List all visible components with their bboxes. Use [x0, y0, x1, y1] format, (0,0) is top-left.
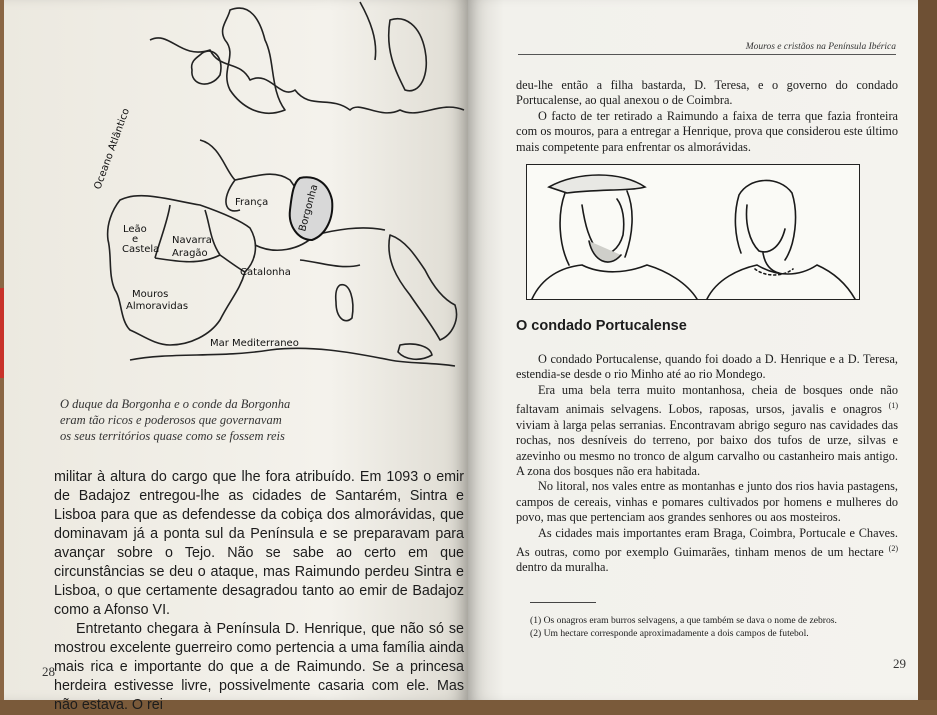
map-ireland [192, 51, 221, 84]
text-run: Era uma bela terra muito montanhosa, cheia de bosques onde não faltavam animais selvagens. Lobos, raposas, ursos, javalis e onagros [516, 382, 898, 417]
map-label-franca: França [235, 197, 269, 208]
henrique-hat [549, 175, 645, 193]
right-page [468, 0, 918, 700]
map-sardinia [336, 285, 353, 321]
teresa-hair [735, 180, 795, 260]
map-scandinavia [360, 2, 426, 91]
map-label-leao-1: Leão [123, 224, 147, 235]
map-italy [389, 235, 457, 340]
paragraph: deu-lhe então a filha bastarda, D. Teresa, e o governo do condado Portucalense, ao qual anexou o de Coimbra. [516, 78, 898, 108]
text-run: dentro da muralha. [516, 560, 609, 575]
teresa-body [707, 265, 855, 299]
henrique-body [532, 265, 697, 299]
iberia-europe-map [60, 0, 470, 392]
map-label-mouros-1: Mouros [132, 289, 169, 300]
map-label-catalonha: Catalonha [240, 267, 291, 278]
map-label-ocean: Oceano Atlântico [92, 106, 133, 192]
paragraph: O facto de ter retirado a Raimundo a faixa de terra que fazia fronteira com os mouros, para a entregar a Henrique, prova que considerou este último mais competente para enfrentar os almorávidas. [516, 108, 898, 154]
map-caption [60, 396, 380, 444]
right-body-text [516, 352, 898, 576]
running-head: Mouros e cristãos na Península Ibérica [518, 42, 896, 55]
paragraph: militar à altura do cargo que lhe fora atribuído. Em 1093 o emir de Badajoz entregou-lhe as cidades de Santarém, Sintra e Lisboa para que as defendesse da cobiça dos almorávidas, que dominavam já a ponta sul da Península e se preparavam para avançar sobre o Tejo. Não se sabe ao certo em que circunstâncias se deu o ataque, mas Raimundo perdeu Sintra e Lisboa, o que certamente desagradou tanto ao emir de Badajoz como a Afonso VI. [54, 469, 464, 618]
map-britain [223, 8, 285, 113]
map-label-mouros-2: Almoravidas [126, 301, 189, 312]
paragraph [516, 383, 898, 480]
map-label-borgonha: Borgonha [297, 183, 321, 233]
map-label-leao-2: e [132, 234, 139, 245]
caption-line: O duque da Borgonha e o conde da Borgonha [60, 397, 291, 411]
left-body-text [54, 468, 464, 715]
map-france-coast [200, 140, 240, 211]
caption-line: eram tão ricos e poderosos que governavam [60, 413, 282, 427]
section-title: O condado Portucalense [516, 318, 687, 334]
text-run: As cidades mais importantes eram Braga, Coimbra, Portucale e Chaves. As outras, como por exemplo Guimarães, tinham menos de um hectare [516, 525, 898, 560]
footnotes [530, 614, 900, 640]
henrique-face [582, 199, 624, 254]
page-number-right: 29 [893, 656, 906, 671]
map-label-navarra-2: Aragão [172, 248, 208, 259]
page-number-left: 28 [42, 664, 55, 679]
portrait-illustration [526, 164, 860, 300]
footnote: (2) Um hectare corresponde aproximadamente a dois campos de futebol. [530, 628, 809, 639]
footnote: (1) Os onagros eram burros selvagens, a que também se dava o nome de zebros. [530, 615, 837, 626]
left-page [4, 0, 468, 713]
right-top-text [516, 78, 898, 155]
teresa-face [747, 205, 786, 252]
footnote-divider [530, 602, 596, 603]
caption-line: os seus territórios quase como se fossem reis [60, 429, 285, 443]
portraits-drawing [527, 165, 859, 299]
footnote-mark: (2) [888, 543, 898, 553]
paragraph: O condado Portucalense, quando foi doado a D. Henrique e a D. Teresa, estendia-se desde o rio Minho até ao rio Mondego. [516, 352, 898, 382]
map-iberia [108, 196, 256, 345]
paragraph [516, 526, 898, 576]
map-label-leao-3: Castela [122, 244, 160, 255]
map-label-navarra-1: Navarra [172, 235, 212, 246]
text-run: viviam à larga pelas serranias. Encontravam abrigo seguro nas cavidades das rochas, nos desníveis do terreno, por baixo dos tufos de urze, silvas e azevinho ou mesmo no tronco de algum carvalho ou castanheiro mais antigo. A zona dos bosques não era habitada. [516, 417, 898, 478]
paragraph: No litoral, nos vales entre as montanhas e junto dos rios havia pastagens, campos de cereais, vinhas e pomares cultivados por homens e mulheres do povo, mas que pertenciam aos grandes senhores ou aos mosteiros. [516, 479, 898, 525]
henrique-beard [589, 241, 621, 262]
paragraph: Entretanto chegara à Península D. Henrique, que não só se mostrou excelente guerreiro como pertencia a uma família ainda mais rica e importante do que a de Raimundo. Se a princesa herdeira estivesse livre, possivelmente casaria com ele. Mas não estava. O rei [54, 621, 464, 713]
footnote-mark: (1) [888, 401, 898, 411]
map-sicily [398, 344, 432, 359]
map-label-mar: Mar Mediterraneo [210, 338, 299, 349]
map-coast-north [150, 38, 464, 113]
